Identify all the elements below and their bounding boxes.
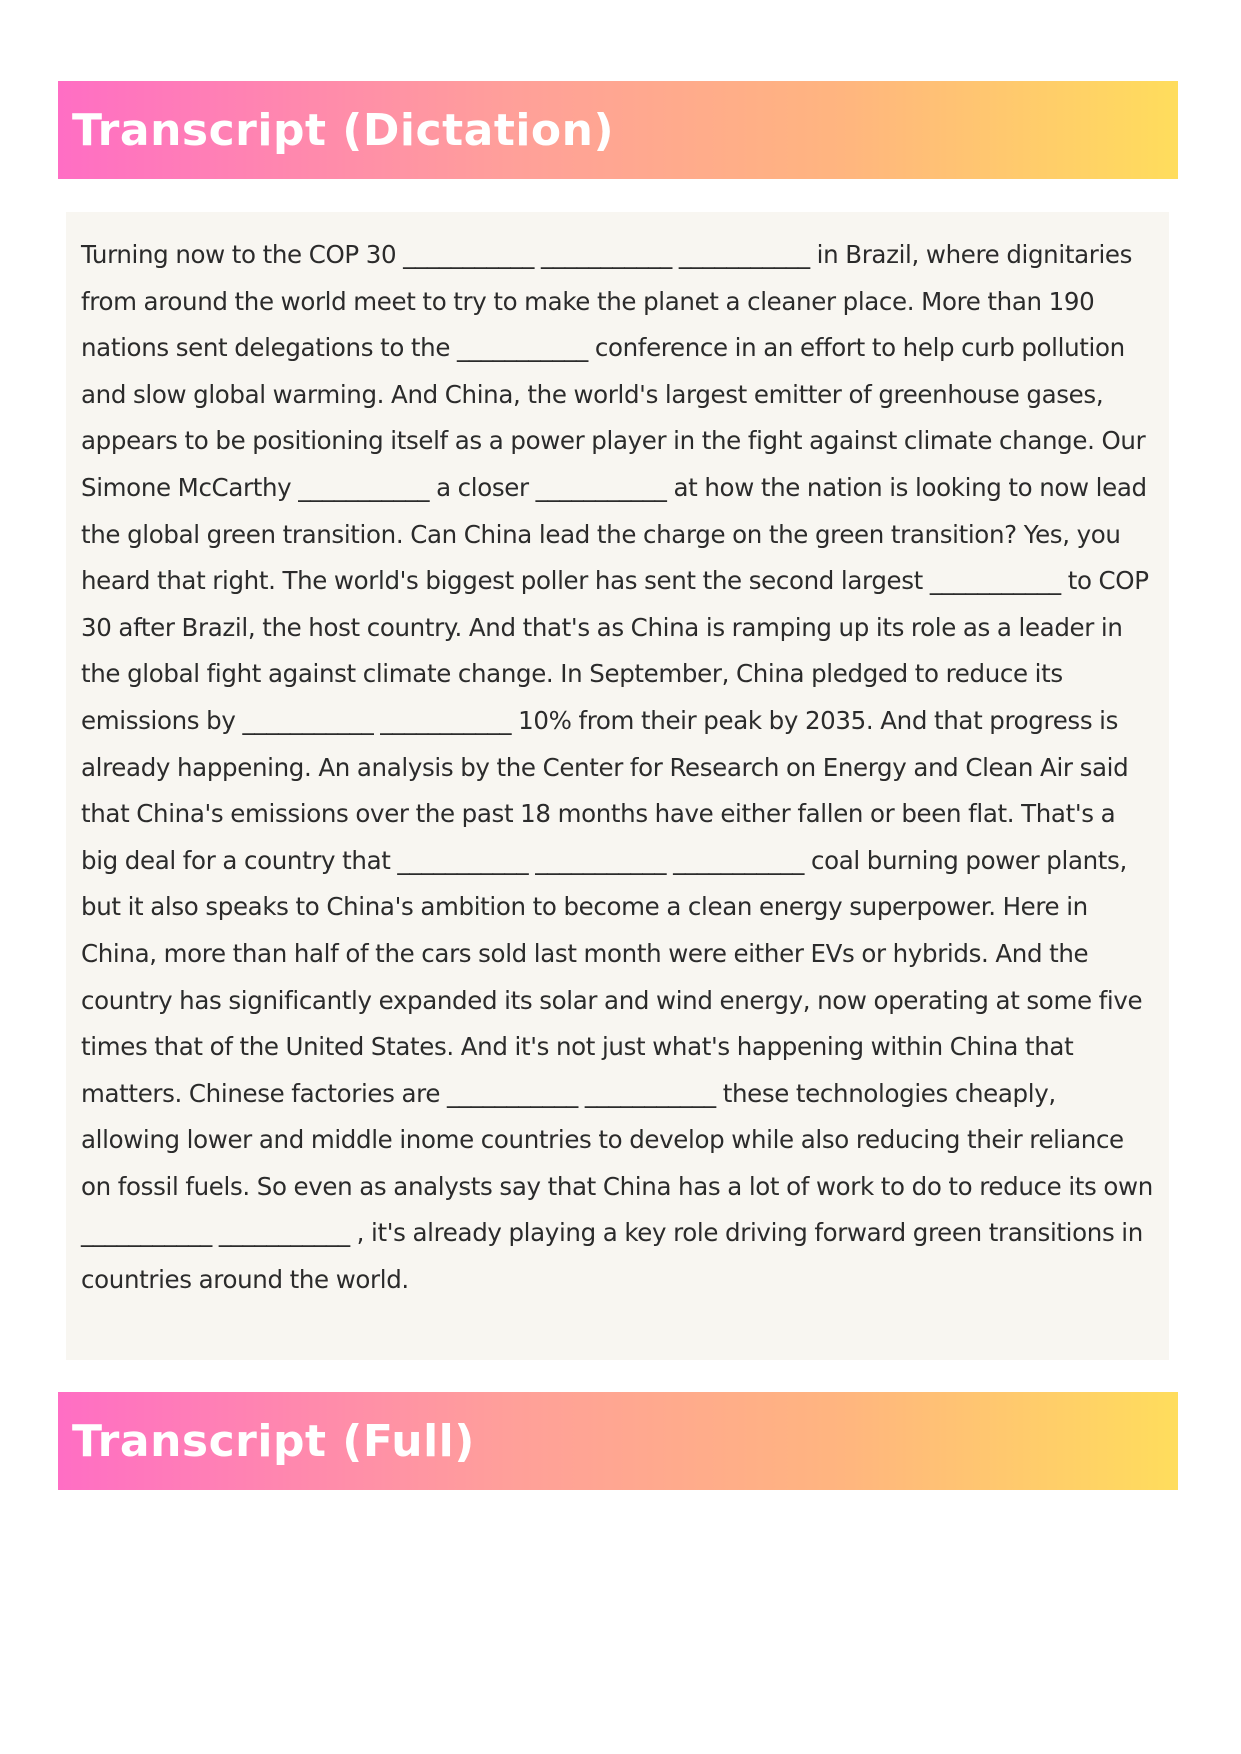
dictation-transcript-box	[66, 212, 1169, 1360]
dictation-section-title: Transcript (Dictation)	[72, 104, 615, 156]
full-section-header	[58, 1392, 1178, 1490]
dictation-section-header	[58, 81, 1178, 179]
full-section-title: Transcript (Full)	[72, 1415, 475, 1467]
dictation-transcript-text: Turning now to the COP 30 ___________ ___________ ___________ in Brazil, where dignitaries from around the world meet to try to make the planet a cleaner place. More than 190 nations sent delegations to the ___________ conference in an effort to help curb pollution and slow global warming. And China, the world's largest emitter of greenhouse gases, appears to be positioning itself as a power player in the fight against climate change. Our Simone McCarthy ___________ a closer ___________ at how the nation is looking to now lead the global green transition. Can China lead the charge on the green transition? Yes, you heard that right. The world's biggest poller has sent the second largest ___________ to COP 30 after Brazil, the host country. And that's as China is ramping up its role as a leader in the global fight against climate change. In September, China pledged to reduce its emissions by ___________ ___________ 10% from their peak by 2035. And that progress is already happening. An analysis by the Center for Research on Energy and Clean Air said that China's emissions over the past 18 months have either fallen or been flat. That's a big deal for a country that ___________ ___________ ___________ coal burning power plants, but it also speaks to China's ambition to become a clean energy superpower. Here in China, more than half of the cars sold last month were either EVs or hybrids. And the country has significantly expanded its solar and wind energy, now operating at some five times that of the United States. And it's not just what's happening within China that matters. Chinese factories are ___________ ___________ these technologies cheaply, allowing lower and middle inome countries to develop while also reducing their reliance on fossil fuels. So even as analysts say that China has a lot of work to do to reduce its own ___________ ___________ , it's already playing a key role driving forward green transitions in countries around the world.	[81, 240, 1153, 1295]
